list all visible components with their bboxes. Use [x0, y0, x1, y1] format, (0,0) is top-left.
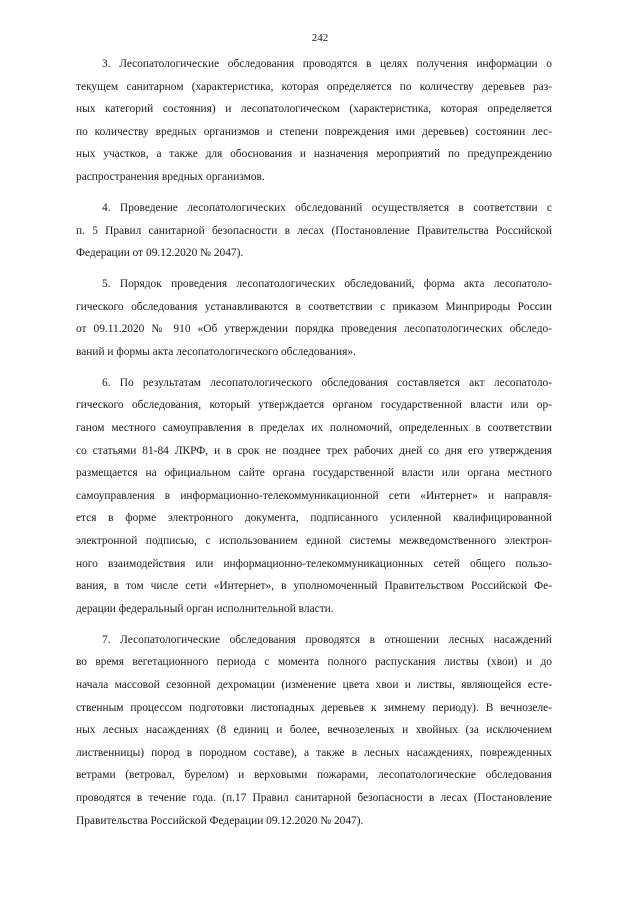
text-line: 3. Лесопатологические обследования проводятся в целях получения информации о — [102, 58, 552, 70]
text-line: Федерации от 09.12.2020 № 2047). — [76, 247, 244, 260]
page-number: 242 — [311, 32, 329, 44]
text-line: гического обследования устанавливаются в соответствии с приказом Минприроды России — [76, 300, 552, 313]
text-line: ственным процессом подготовки листопадных деревьев к зимнему периоду). В вечнозеле- — [76, 701, 552, 714]
text-line: лиственницы) пород в породном составе), а также в лесных насаждениях, поврежденных — [76, 746, 552, 759]
text-line: распространения вредных организмов. — [76, 170, 265, 183]
paragraph-4 — [76, 197, 552, 265]
text-line: ных участков, а также для обоснования и назначения мероприятий по предупреждению — [76, 148, 552, 161]
text-line: во время вегетационного периода с момента полного распускания листвы (хвои) и до — [76, 656, 552, 669]
text-line: самоуправления в информационно-телекоммуникационной сети «Интернет» и направля- — [76, 489, 552, 502]
text-line: от 09.11.2020 № 910 «Об утверждении порядка проведения лесопатологических обследо- — [76, 323, 552, 336]
text-line: ного взаимодействия или информационно-телекоммуникационных сетей общего пользо- — [76, 557, 552, 570]
text-line: размещается на официальном сайте органа государственной власти или органа местного — [76, 467, 552, 480]
text-line: ветрами (ветровал, бурелом) и верховыми пожарами, лесопатологические обследования — [76, 769, 552, 782]
paragraph-7 — [76, 629, 552, 832]
text-line: ваний и формы акта лесопатологического обследования». — [76, 345, 356, 358]
text-line: ганом местного самоуправления в пределах их полномочий, определенных в соответствии — [76, 422, 552, 435]
text-line: начала массовой сезонной дехромации (изменение цвета хвои и листвы, являющейся есте- — [76, 679, 552, 691]
document-body — [76, 53, 552, 841]
text-line: дерации федеральный орган исполнительной власти. — [76, 602, 334, 615]
text-line: по количеству вредных организмов и степени повреждения ими деревьев) состоянии лес- — [76, 125, 552, 138]
text-line: ется в форме электронного документа, подписанного усиленной квалифицированной — [76, 512, 552, 525]
text-line: текущем санитарном (характеристика, которая определяется по количеству деревьев раз- — [76, 80, 552, 93]
text-line: 4. Проведение лесопатологических обследований осуществляется в соответствии с — [102, 201, 552, 214]
text-line: 5. Порядок проведения лесопатологических обследований, форма акта лесопатоло- — [102, 278, 552, 291]
text-line: проводятся в течение года. (п.17 Правил санитарной безопасности в лесах (Постановление — [76, 791, 552, 804]
text-line: 6. По результатам лесопатологического обследования составляется акт лесопатоло- — [102, 376, 552, 389]
text-line: п. 5 Правил санитарной безопасности в лесах (Постановление Правительства Российской — [76, 224, 552, 237]
paragraph-5 — [76, 273, 552, 363]
text-line: вания, в том числе сети «Интернет», в уполномоченный Правительством Российской Фе- — [76, 580, 552, 593]
text-line: электронной подписью, с использованием единой системы межведомственного электрон- — [76, 535, 552, 548]
text-line: ных категорий состояния) и лесопатологическом (характеристика, которая определяется — [76, 103, 552, 116]
text-line: Правительства Российской Федерации 09.12.2020 № 2047). — [76, 814, 364, 827]
text-line: гического обследования, который утверждается органом государственной власти или ор- — [76, 399, 552, 412]
paragraph-6 — [76, 372, 552, 621]
text-line: ных лесных насаждениях (8 единиц и более, вечнозеленых и хвойных (за исключением — [76, 724, 552, 737]
text-line: 7. Лесопатологические обследования проводятся в отношении лесных насаждений — [102, 633, 552, 646]
text-line: со статьями 81-84 ЛКРФ, и в срок не позднее трех рабочих дней со дня его утверждения — [76, 444, 552, 457]
paragraph-3 — [76, 53, 552, 189]
